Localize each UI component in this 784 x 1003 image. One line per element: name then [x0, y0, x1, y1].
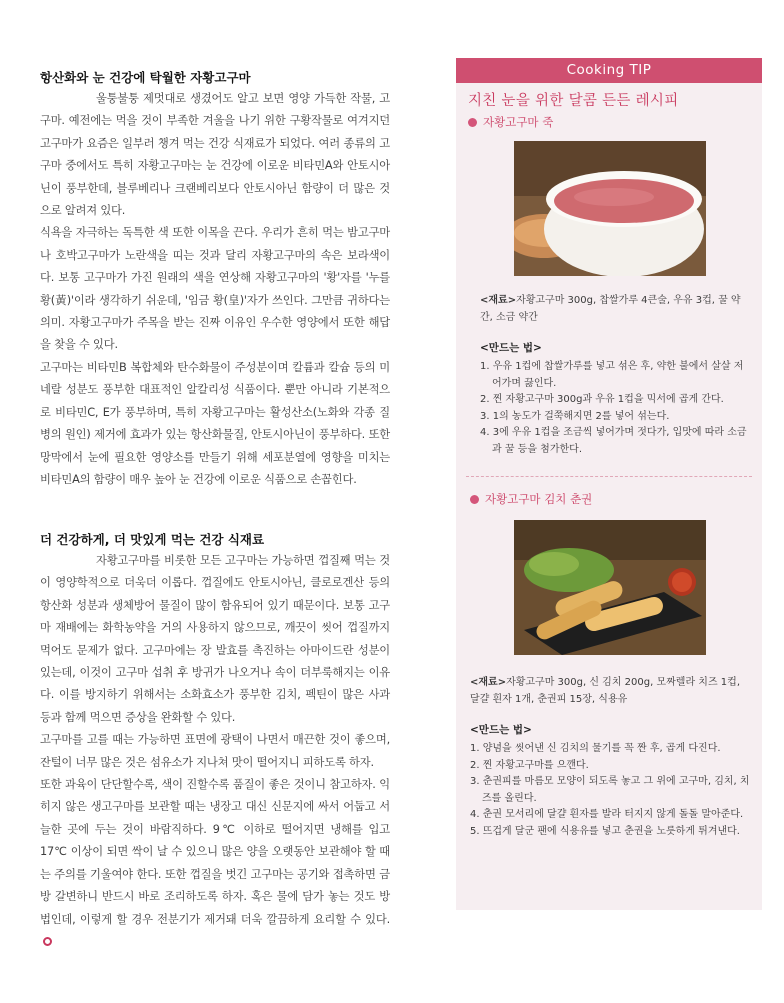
spring-roll-illustration [514, 520, 706, 655]
tip-header: Cooking TIP [456, 58, 762, 83]
tip-title: 지친 눈을 위한 달콤 든든 레시피 [468, 93, 679, 109]
recipe-ingredients [480, 293, 750, 326]
step-item: 2. 찐 자황고구마를 으깬다. [470, 759, 589, 771]
paragraph: 고구마는 비타민B 복합체와 탄수화물이 주성분이며 칼륨과 칼슘 등의 미네랄 성분도 풍부한 대표적인 알칼리성 식품이다. 뿐만 아니라 기본적으로 비타민C, E가 풍부하며, 특히 자황고구마는 활성산소(노화와 각종 질병의 원인) 제거에 효과가 있는 항산화물질, 안토시아닌이 풍부하다. 또한 망막에서 눈에 필요한 영양소를 만들기 위해 세포분열에 영향을 미치는 비타민A의 함량이 매우 높아 눈 건강에 이로운 식품으로 손꼽힌다. [40, 360, 390, 486]
steps-title: <만드는 법> [480, 342, 542, 354]
step-item: 3. 1의 농도가 걸쭉해지면 2를 넣어 섞는다. [480, 410, 670, 422]
article-section-1 [40, 68, 390, 491]
recipe-name: 자황고구마 죽 [483, 115, 554, 129]
cooking-tip-box [456, 58, 762, 910]
ingredients-label: <재료> [480, 295, 517, 306]
step-item: 3. 춘권피를 마름모 모양이 되도록 놓고 그 위에 고구마, 김치, 치즈를 올린다. [470, 776, 750, 804]
article-section-2 [40, 530, 390, 953]
paragraph: 식욕을 자극하는 독특한 색 또한 이목을 끈다. 우리가 흔히 먹는 밤고구마나 호박고구마가 노란색을 띠는 것과 달리 자황고구마의 속은 보라색이다. 보통 고구마가 가진 원래의 색을 연상해 자황고구마의 '황'자를 '누를 황(黃)'이라 생각하기 쉬운데, '임금 황(皇)'자가 쓰인다. 그만큼 귀하다는 의미. 자황고구마가 주목을 받는 진짜 이유인 우수한 영양에서 또한 해답을 찾을 수 있다. [40, 226, 390, 352]
step-item: 4. 3에 우유 1컵을 조금씩 넣어가며 젓다가, 입맛에 따라 소금과 꿀 등을 첨가한다. [480, 427, 747, 455]
ingredients-label: <재료> [470, 677, 507, 688]
sweet-potato-porridge-photo [514, 141, 706, 276]
section-body [40, 550, 390, 953]
bullet-dot-icon [468, 118, 477, 127]
section-body [40, 88, 390, 491]
bullet-dot-icon [470, 495, 479, 504]
steps-title: <만드는 법> [470, 724, 532, 736]
spring-roll-photo [514, 520, 706, 655]
recipe-divider [466, 476, 752, 477]
section-title: 더 건강하게, 더 맛있게 먹는 건강 식재료 [40, 532, 265, 547]
paragraph: 고구마를 고를 때는 가능하면 표면에 광택이 나면서 매끈한 것이 좋으며, 잔털이 너무 많은 것은 섬유소가 지나쳐 맛이 떨어지니 피하도록 하자. [40, 733, 390, 769]
step-item: 5. 뜨겁게 달군 팬에 식용유를 넣고 춘권을 노릇하게 튀겨낸다. [470, 825, 740, 837]
end-mark-icon [43, 937, 52, 946]
recipe-steps [470, 741, 752, 840]
recipe-heading [470, 490, 762, 508]
section-title: 항산화와 눈 건강에 탁월한 자황고구마 [40, 70, 251, 85]
step-item: 1. 양념을 씻어낸 신 김치의 물기를 꼭 짠 후, 곱게 다진다. [470, 743, 721, 754]
recipe-heading [468, 113, 762, 131]
paragraph-text: 또한 과육이 단단할수록, 색이 진할수록 품질이 좋은 것이니 참고하자. 익히지 않은 생고구마를 보관할 때는 냉장고 대신 신문지에 싸서 어둡고 서늘한 곳에 두는 것이 바람직하다. 9℃ 이하로 떨어지면 냉해를 입고 17℃ 이상이 되면 싹이 날 수 있으니 많은 양을 오랫동안 보관해야 할 때는 주의를 기울여야 한다. 또한 껍질을 벗긴 고구마는 공기와 접촉하면 금방 갈변하니 반드시 바로 조리하도록 하자. 혹은 물에 담가 놓는 것도 방법인데, 이렇게 할 경우 전분기가 제거돼 더욱 깔끔하게 요리할 수 있다. [40, 778, 390, 926]
recipe-name: 자황고구마 김치 춘권 [485, 492, 593, 506]
step-item: 4. 춘권 모서리에 달걀 흰자를 발라 터지지 않게 돌돌 말아준다. [470, 809, 744, 820]
ingredients-text: 자황고구마 300g, 신 김치 200g, 모짜렐라 치즈 1컵, 달걀 흰자 1개, 춘권피 15장, 식용유 [470, 677, 740, 705]
step-item: 1. 우유 1컵에 찹쌀가루를 넣고 섞은 후, 약한 불에서 살살 저어가며 끓인다. [480, 361, 744, 389]
recipe-steps [480, 359, 752, 458]
porridge-illustration [514, 141, 706, 276]
step-item: 2. 찐 자황고구마 300g과 우유 1컵을 믹서에 곱게 간다. [480, 394, 724, 405]
ingredients-text: 자황고구마 300g, 찹쌀가루 4큰술, 우유 3컵, 꿀 약간, 소금 약간 [480, 295, 741, 323]
paragraph: 울퉁불퉁 제멋대로 생겼어도 알고 보면 영양 가득한 작물, 고구마. 예전에는 먹을 것이 부족한 겨울을 나기 위한 구황작물로 여겨지던 고구마가 요즘은 일부러 챙겨 먹는 건강 식재료가 되었다. 여러 종류의 고구마 중에서도 특히 자황고구마는 눈 건강에 이로운 비타민A와 안토시아닌이 풍부한데, 블루베리나 크랜베리보다 안토시아닌 함량이 더 많은 것으로 알려져 있다. [40, 92, 390, 218]
recipe-ingredients [470, 675, 750, 708]
paragraph [40, 774, 390, 953]
paragraph: 자황고구마를 비롯한 모든 고구마는 가능하면 껍질째 먹는 것이 영양학적으로 더욱더 이롭다. 껍질에도 안토시아닌, 클로로겐산 등의 항산화 성분과 생체방어 물질이 많이 함유되어 있기 때문이다. 보통 고구마 재배에는 화학농약을 거의 사용하지 않으므로, 깨끗이 씻어 껍질까지 먹어도 문제가 없다. 고구마에는 장 발효를 촉진하는 아마이드란 성분이 있는데, 이것이 고구마 섭취 후 방귀가 나오거나 속이 더부룩해지는 이유다. 이를 방지하기 위해서는 소화효소가 풍부한 김치, 펙틴이 많은 사과 등과 함께 먹으면 증상을 완화할 수 있다. [40, 554, 390, 724]
